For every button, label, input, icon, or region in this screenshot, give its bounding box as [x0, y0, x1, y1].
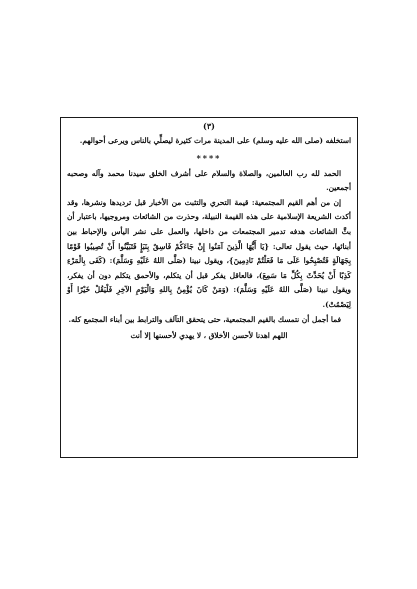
- page-content: [67, 120, 351, 453]
- paragraph-opening-praise: الحمد لله رب العالمين، والصلاة والسلام على أشرف الخلق سيدنا محمد وآله وصحبه أجمعين.: [67, 168, 351, 193]
- paragraph-continuation: استخلفه (صلى الله عليه وسلم) على المدينة مرات كثيرة ليصلِّي بالناس ويرعى أحوالهم.: [79, 136, 351, 145]
- section-divider: ****: [196, 152, 222, 163]
- paragraph-conclusion: فما أجمل أن نتمسك بالقيم المجتمعية، حتى يتحقق التآلف والترابط بين أبناء المجتمع كله.: [68, 314, 341, 324]
- page-number: (٣): [203, 121, 215, 131]
- page-frame: [60, 117, 358, 458]
- closing-supplication: اللهم اهدنا لأحسن الأخلاق ، لا يهدي لأحسنها إلا أنت: [130, 331, 288, 341]
- paragraph-main-body: إن من أهم القيم المجتمعية: قيمة التحري والتثبت من الأخبار قبل ترديدها ونشرها، وقد أكدت الشريعة الإسلامية على هذه القيمة النبيلة، وحذرت من الشائعات ومروجيها، باعتبار أن بثَّ الشائعات هدفه تدمير المجتمعات من داخلها، والعمل على نشر اليأس والإحباط بين أبنائها، حيث يقول تعالى: {يَا أَيُّهَا الَّذِينَ آمَنُوا إِنْ جَاءَكُمْ فَاسِقٌ بِنَبَإٍ فَتَبَيَّنُوا أَنْ تُصِيبُوا قَوْمًا بِجَهَالَةٍ فَتُصْبِحُوا عَلَى مَا فَعَلْتُمْ نَادِمِينَ}، ويقول نبينا (صَلَّى اللهُ عَلَيْهِ وَسَلَّمَ): (كَفَى بِالْمَرْءِ كَذِبًا أَنْ يُحَدِّثَ بِكُلِّ مَا سَمِعَ)، فالعاقل يفكر قبل أن يتكلم، والأحمق يتكلم دون أن يفكر، ويقول نبينا (صَلَّى اللهُ عَلَيْهِ وَسَلَّمَ): (وَمَنْ كَانَ يُؤْمِنُ بِاللهِ وَالْيَوْمِ الآخِرِ فَلْيَقُلْ خَيْرًا أَوْ لِيَصْمُتْ).: [67, 197, 351, 309]
